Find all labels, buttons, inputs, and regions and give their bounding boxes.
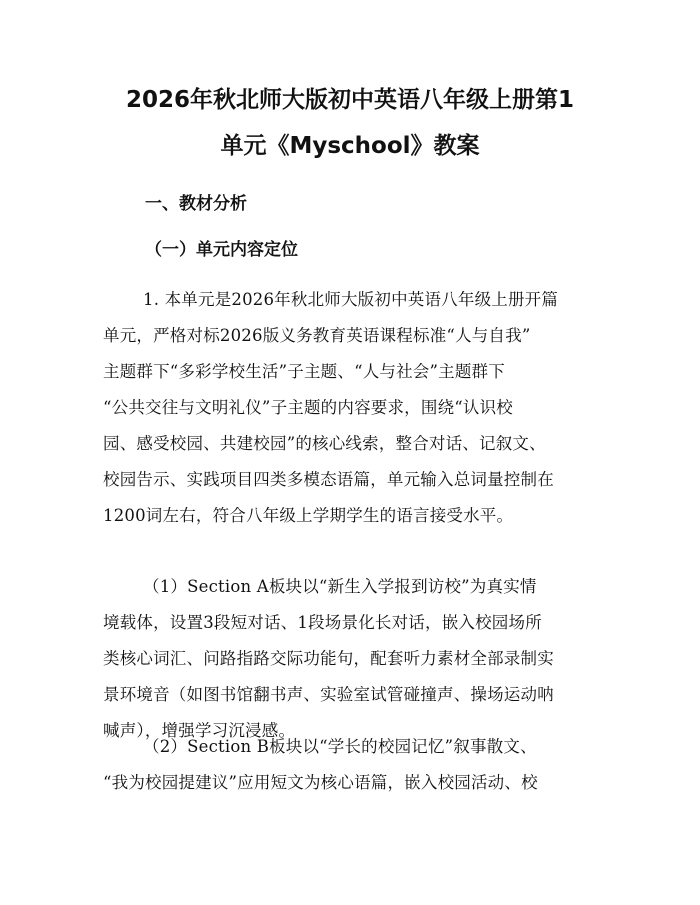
- paragraph-unit-positioning: [103, 282, 600, 534]
- section-heading: 一、教材分析: [145, 194, 247, 214]
- paragraph-section-a: [103, 569, 600, 749]
- paragraph-line: 类核心词汇、问路指路交际功能句，配套听力素材全部录制实: [103, 649, 554, 668]
- paragraph-line: “公共交往与文明礼仪”子主题的内容要求，围绕“认识校: [103, 398, 514, 417]
- paragraph-line: 校园告示、实践项目四类多模态语篇，单元输入总词量控制在: [103, 470, 554, 489]
- paragraph-line: 1. 本单元是2026年秋北师大版初中英语八年级上册开篇: [143, 290, 559, 309]
- paragraph-line: 景环境音（如图书馆翻书声、实验室试管碰撞声、操场运动呐: [103, 685, 554, 704]
- subsection-heading: （一）单元内容定位: [145, 240, 298, 260]
- paragraph-line: 境载体，设置3段短对话、1段场景化长对话，嵌入校园场所: [103, 613, 542, 632]
- paragraph-section-b: [103, 729, 600, 801]
- paragraph-line: （2）Section B板块以“学长的校园记忆”叙事散文、: [143, 737, 537, 756]
- paragraph-line: 单元，严格对标2026版义务教育英语课程标准“人与自我”: [103, 326, 531, 345]
- document-title-line-2: 单元《Myschool》教案: [220, 133, 480, 159]
- paragraph-line: 园、感受校园、共建校园”的核心线索，整合对话、记叙文、: [103, 434, 546, 453]
- paragraph-line: （1）Section A板块以“新生入学报到访校”为真实情: [143, 577, 537, 596]
- document-title-line-1: 2026年秋北师大版初中英语八年级上册第1: [125, 87, 575, 113]
- paragraph-line: “我为校园提建议”应用短文为核心语篇，嵌入校园活动、校: [103, 773, 538, 792]
- paragraph-line: 1200词左右，符合八年级上学期学生的语言接受水平。: [103, 506, 514, 525]
- paragraph-line: 喊声），增强学习沉浸感。: [103, 721, 296, 740]
- paragraph-line: 主题群下“多彩学校生活”子主题、“人与社会”主题群下: [103, 362, 505, 381]
